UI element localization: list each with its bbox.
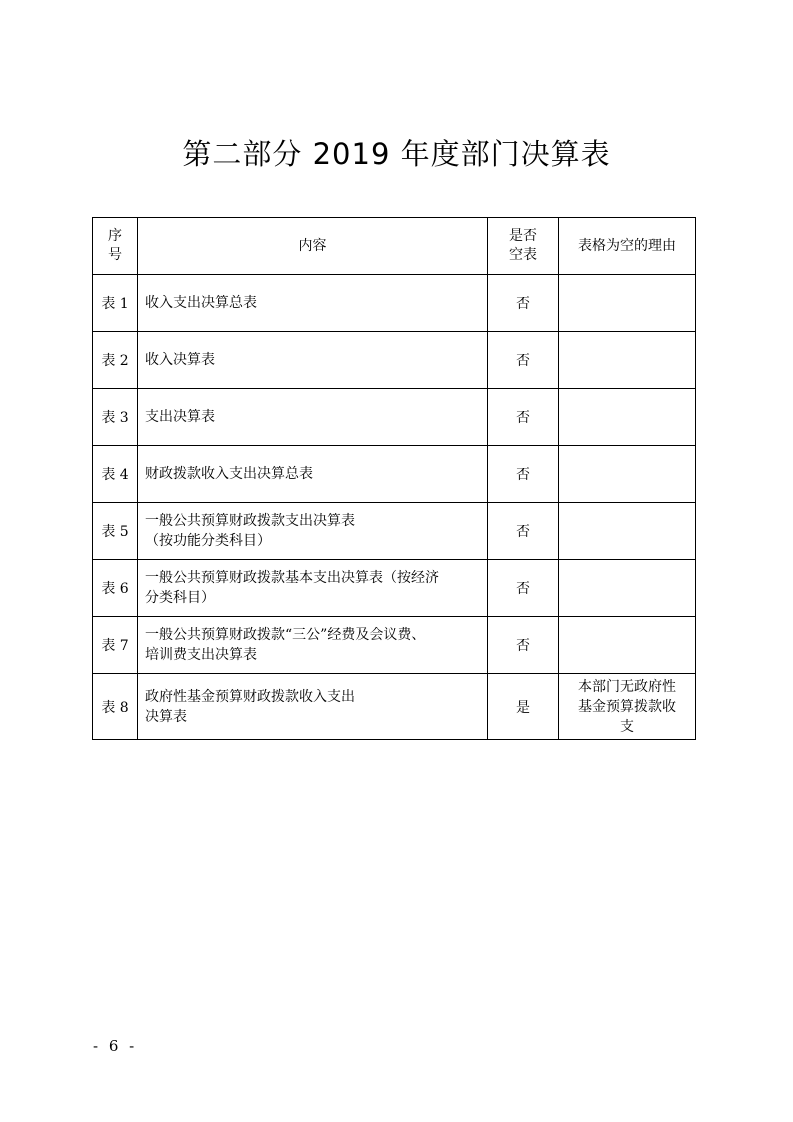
row-seq: 表 3 <box>93 389 138 446</box>
row-is-empty: 否 <box>488 503 559 560</box>
row-content: 政府性基金预算财政拨款收入支出 决算表 <box>138 674 488 740</box>
header-is-empty: 是否 空表 <box>488 218 559 275</box>
row-content: 支出决算表 <box>138 389 488 446</box>
row-seq: 表 5 <box>93 503 138 560</box>
page-number: - 6 - <box>93 1037 138 1055</box>
row-content: 收入决算表 <box>138 332 488 389</box>
row-reason <box>559 389 696 446</box>
row-reason <box>559 332 696 389</box>
table-row <box>93 275 696 332</box>
row-content: 收入支出决算总表 <box>138 275 488 332</box>
row-reason <box>559 275 696 332</box>
final-accounts-table <box>92 217 696 740</box>
row-reason <box>559 560 696 617</box>
row-is-empty: 否 <box>488 275 559 332</box>
table-row <box>93 503 696 560</box>
row-seq: 表 1 <box>93 275 138 332</box>
row-seq: 表 8 <box>93 674 138 740</box>
row-is-empty: 否 <box>488 446 559 503</box>
row-is-empty: 否 <box>488 617 559 674</box>
row-content: 一般公共预算财政拨款支出决算表 （按功能分类科目） <box>138 503 488 560</box>
header-content: 内容 <box>138 218 488 275</box>
table-row <box>93 560 696 617</box>
row-is-empty: 否 <box>488 560 559 617</box>
table-row <box>93 332 696 389</box>
header-seq: 序 号 <box>93 218 138 275</box>
row-content: 一般公共预算财政拨款“三公”经费及会议费、 培训费支出决算表 <box>138 617 488 674</box>
row-reason <box>559 446 696 503</box>
row-seq: 表 7 <box>93 617 138 674</box>
row-content: 财政拨款收入支出决算总表 <box>138 446 488 503</box>
row-is-empty: 否 <box>488 389 559 446</box>
table-row <box>93 674 696 740</box>
page-title: 第二部分 2019 年度部门决算表 <box>182 137 611 171</box>
row-is-empty: 否 <box>488 332 559 389</box>
row-seq: 表 4 <box>93 446 138 503</box>
table-row <box>93 446 696 503</box>
row-seq: 表 6 <box>93 560 138 617</box>
row-content: 一般公共预算财政拨款基本支出决算表（按经济 分类科目） <box>138 560 488 617</box>
row-reason <box>559 503 696 560</box>
table-row <box>93 617 696 674</box>
row-reason <box>559 617 696 674</box>
table-header-row <box>93 218 696 275</box>
header-empty-reason: 表格为空的理由 <box>559 218 696 275</box>
row-seq: 表 2 <box>93 332 138 389</box>
row-is-empty: 是 <box>488 674 559 740</box>
row-reason: 本部门无政府性 基金预算拨款收 支 <box>559 674 696 740</box>
table-row <box>93 389 696 446</box>
